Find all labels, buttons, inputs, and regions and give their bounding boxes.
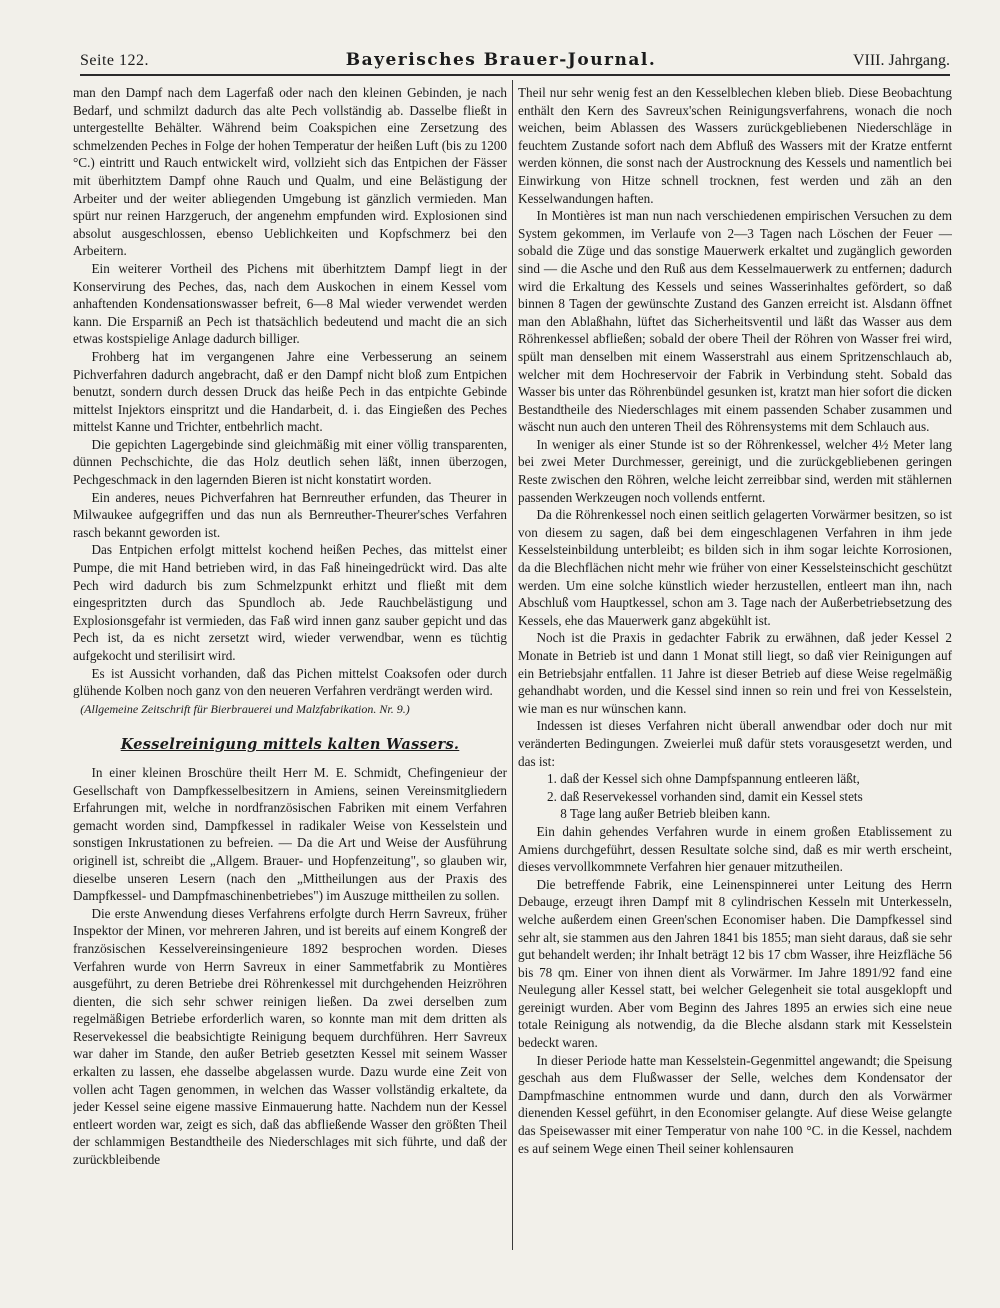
paragraph: Ein dahin gehendes Verfahren wurde in einem großen Etablissement zu Amiens durchgeführt, dessen Resultate solche sind, daß es mir werth erscheint, dieses vervollkommnete Verfahren hier genauer mitzutheilen. <box>518 823 952 875</box>
page-number: Seite 122. <box>80 52 149 69</box>
paragraph: In weniger als einer Stunde ist so der Röhrenkessel, welcher 4½ Meter lang bei zwei Meter Durchmesser, gereinigt, und die zurückgebliebenen geringen Reste zwischen den Röhren, welche leicht zerreibbar sind, werden mit stählernen passenden Werkzeugen noch vollends entfernt. <box>518 436 952 505</box>
paragraph: Indessen ist dieses Verfahren nicht überall anwendbar oder doch nur mit veränderten Bedingungen. Zweierlei muß dafür stets vorausgesetzt werden, und das ist: <box>518 718 952 769</box>
list-item-continuation: 8 Tage lang außer Betrieb bleiben kann. <box>560 806 771 822</box>
paragraph: Die erste Anwendung dieses Verfahrens erfolgte durch Herrn Savreux, früher Inspektor der Minen, vor mehreren Jahren, und ist bereits auf einem Kongreß der französischen Kesselvereinsingenieure 1892 besprochen worden. Dieses Verfahren wurde von Herrn Savreux in einer Sammetfabrik zu Montières ausgeführt, zu deren Betriebe drei Röhrenkessel mit durchgehenden Heizröhren dienten, die sich sehr schwer reinigen ließen. Da zwei derselben zum regelmäßigen Betriebe erforderlich waren, so konnte man mit dem dritten als Reservekessel die beabsichtigte Reinigung bequem durchführen. Herr Savreux war daher im Stande, den außer Betrieb gesetzten Kessel mit seinem Wasser erkalten zu lassen, ehe dasselbe abgelassen wurde. Dazu wurde eine Zeit von vollen acht Tagen genommen, in welchen das Wasser vollständig erkaltete, da jeder Kessel seine eigene massive Einmauerung hatte. Nachdem nun der Kessel entleert worden war, zeigt es sich, daß das abfließende Wasser den größten Theil der schlammigen Bestandtheile des Niederschlages mit sich führte, und daß der zurückbleibende <box>73 905 507 1168</box>
paragraph: Frohberg hat im vergangenen Jahre eine Verbesserung an seinem Pichverfahren dadurch angebracht, daß er den Dampf nicht bloß zum Entpichen benutzt, sondern durch dessen Druck das heiße Pech in das entpichte Gebinde mittelst Injektors einspritzt und die Handarbeit, d. i. das Eingießen des Peches mittelst Kanne und Trichter, entbehrlich macht. <box>73 348 507 435</box>
paragraph: Es ist Aussicht vorhanden, daß das Pichen mittelst Coaksofen oder durch glühende Kolben noch ganz von den neueren Verfahren verdrängt werden wird. <box>73 665 507 699</box>
paragraph: Die betreffende Fabrik, eine Leinenspinnerei unter Leitung des Herrn Debauge, erzeugt ihren Dampf mit 8 cylindrischen Kesseln mit Unterkesseln, welche außerdem einen Green'schen Economiser haben. Die Dampfkessel sind sehr alt, sie stammen aus den Jahren 1841 bis 1855; man sieht daraus, daß sie sehr gut behandelt werden; ihr Inhalt beträgt 12 bis 17 cbm Wasser, ihre Heizfläche 56 bis 78 qm. Einer von ihnen dient als Vorwärmer. Im Jahre 1891/92 fand eine Neulegung aller Kessel statt, bei welcher Gelegenheit sie total ausgeklopft und gereinigt wurden. Aber vom Beginn des Jahres 1895 an erwies sich eine neue totale Reinigung als notwendig, da die Bleche alsdann stark mit Kesselstein bedeckt waren. <box>518 876 952 1051</box>
right-column <box>518 84 952 1270</box>
paragraph: man den Dampf nach dem Lagerfaß oder nach den kleinen Gebinden, je nach Bedarf, und schmilzt dadurch das alte Pech vollständig ab. Dasselbe fließt in untergestellte Behälter. Während beim Coakspichen eine Zersetzung des schmelzenden Peches in Folge der hohen Temperatur der heißen Luft (bis zu 1200 °C.) eintritt und Rauch entwickelt wird, vollzieht sich das Entpichen der Fässer mit überhitztem Dampf ohne Rauch und Qualm, und eine Belästigung der Arbeiter und der weiter abliegenden Umgebung ist gänzlich vermieden. Man spürt nur reinen Harzgeruch, der angenehm empfunden wird. Explosionen sind absolut ausgeschlossen, ebenso Ueblichkeiten und Kopfschmerz bei den Arbeitern. <box>73 85 507 259</box>
page-header <box>80 44 950 76</box>
paragraph: In Montières ist man nun nach verschiedenen empirischen Versuchen zu dem System gekommen, im Verlaufe von 2—3 Tagen nach Löschen der Feuer — sobald die Züge und das sonstige Mauerwerk erkaltet und zugänglich geworden sind — die Asche und den Ruß aus dem Kesselmauerwerk zu entfernen; dadurch wird die Erkaltung des Kessels und seines Wasserinhaltes gefördert, so daß binnen 8 Tagen der gewünschte Zustand des Ganzen erreicht ist. Alsdann öffnet man den Ablaßhahn, lüftet das Sicherheitsventil und läßt das Wasser aus dem Röhrenkessel abfließen; sobald der obere Theil der Röhren von Wasser frei wird, spült man denselben mit einem Wasserstrahl aus einem Spritzenschlauch ab, welcher mit dem Hochreservoir der Fabrik in Verbindung steht. Sobald das Wasser bis unter das Röhrenbündel gesunken ist, kratzt man hier sofort die dicken Bestandtheile des Niederschlages mit einem passenden Schaber zusammen und wäscht nun auch den unteren Theil des Röhrensystems mit dem Schlauch aus. <box>518 208 952 435</box>
paragraph: Da die Röhrenkessel noch einen seitlich gelagerten Vorwärmer besitzen, so ist von diesem zu sagen, daß bei dem eingeschlagenen Verfahren in ihm jede Kesselsteinbildung unterbleibt; es bilden sich in ihm sogar leichte Korrosionen, da die Blechflächen nicht mehr wie früher von einer Kesselsteinschicht geschützt werden. Um eine solche künstlich wieder herzustellen, entleert man ihn, nach Abschluß vom Hauptkessel, schon am 3. Tage nach der Außerbetriebsetzung des Kessels, ehe das Mauerwerk ganz abgekühlt ist. <box>518 507 952 628</box>
paragraph: Ein anderes, neues Pichverfahren hat Bernreuther erfunden, das Theurer in Milwaukee aufgegriffen und das nun als Bernreuther-Theurer'sches Verfahren rasch bekannt geworden ist. <box>73 489 507 540</box>
paragraph: In einer kleinen Broschüre theilt Herr M. E. Schmidt, Chefingenieur der Gesellschaft von Dampfkesselbesitzern in Amiens, seinen Vereinsmitgliedern Erfahrungen mit, welche in nordfranzösischen Fabriken mit einem Verfahren gemacht worden sind, Dampfkessel in radikaler Weise von Kesselstein und sonstigen Inkrustationen zu befreien. — Da die Art und Weise der Ausführung originell ist, schreibt die „Allgem. Brauer- und Hopfenzeitung", so glauben wir, dieselbe unseren Lesern (nach den „Mittheilungen aus der Praxis des Dampfkessel- und Dampfmaschinenbetriebes") im Auszuge mittheilen zu sollen. <box>73 764 507 904</box>
paragraph: Das Entpichen erfolgt mittelst kochend heißen Peches, das mittelst einer Pumpe, die mit Hand betrieben wird, in das Faß hineingedrückt wird. Das alte Pech wird dadurch bis zum Schmelzpunkt erhitzt und fließt mit dem eingespritzten durch das Spundloch ab. Jede Rauchbelästigung und Explosionsgefahr ist vermieden, das Faß wird innen ganz sauber gepicht und das Pech ist, da es nicht zersetzt wird, wieder verwendbar, wenn es tüchtig aufgekocht und sterilisirt wird. <box>73 542 507 663</box>
paragraph: In dieser Periode hatte man Kesselstein-Gegenmittel angewandt; die Speisung geschah aus dem Flußwasser der Selle, welches dem Kondensator der Dampfmaschine entnommen wurde und dann, durch den als Vorwärmer dienenden Kessel geführt, in den Economiser gelangte. Auf diese Weise gelangte das Speisewasser mit einer Temperatur von nahe 100 °C. in die Kessel, nachdem es auf seinem Wege einen Theil seiner kohlensauren <box>518 1052 952 1156</box>
column-divider <box>512 80 513 1250</box>
source-citation: (Allgemeine Zeitschrift für Bierbrauerei und Malzfabrikation. Nr. 9.) <box>80 701 410 716</box>
section-title: Kesselreinigung mittels kalten Wassers. <box>120 736 460 754</box>
list-item: 2. daß Reservekessel vorhanden sind, damit ein Kessel stets <box>547 788 863 804</box>
paragraph: Ein weiterer Vortheil des Pichens mit überhitztem Dampf liegt in der Konservirung des Peches, das, nach dem Auskochen in einem Kessel vom anhaftenden Kondensationswasser befreit, 6—8 Mal wieder verwendet werden kann. Die Ersparniß an Pech ist thatsächlich bedeutend und macht die an sich etwas kostspielige Anlage dadurch billiger. <box>73 260 507 347</box>
volume-label: VIII. Jahrgang. <box>852 52 950 69</box>
paragraph: Theil nur sehr wenig fest an den Kesselblechen kleben blieb. Diese Beobachtung enthält den Kern des Savreux'schen Reinigungsverfahrens, wonach die noch weichen, beim Ablassen des Wassers zurückgebliebenen Niederschläge in feuchtem Zustande sofort nach dem Abfluß des Wassers mit der Kratze entfernt werden können, die sonst nach der Austrocknung des Kessels und namentlich bei Einwirkung von Hitze schnell trocknen, fest werden und zäh an den Kesselwandungen haften. <box>518 85 952 206</box>
left-column <box>73 84 507 1270</box>
list-item: 1. daß der Kessel sich ohne Dampfspannung entleeren läßt, <box>547 771 860 787</box>
journal-title: Bayerisches Brauer-Journal. <box>345 50 657 70</box>
paragraph: Die gepichten Lagergebinde sind gleichmäßig mit einer völlig transparenten, dünnen Pechschichte, die das Holz deutlich sehen läßt, innen überzogen, Pechgeschmack in den lagernden Bieren ist nicht konstatirt worden. <box>73 436 507 488</box>
paragraph: Noch ist die Praxis in gedachter Fabrik zu erwähnen, daß jeder Kessel 2 Monate in Betrieb ist und dann 1 Monat still liegt, so daß vier Reinigungen auf ein Betriebsjahr entfallen. 11 Jahre ist dieser Betrieb auf diese Weise regelmäßig gehandhabt worden, und die Kessel sind innen so rein und frei von Kesselstein, wie man es nur wünschen kann. <box>518 630 952 716</box>
